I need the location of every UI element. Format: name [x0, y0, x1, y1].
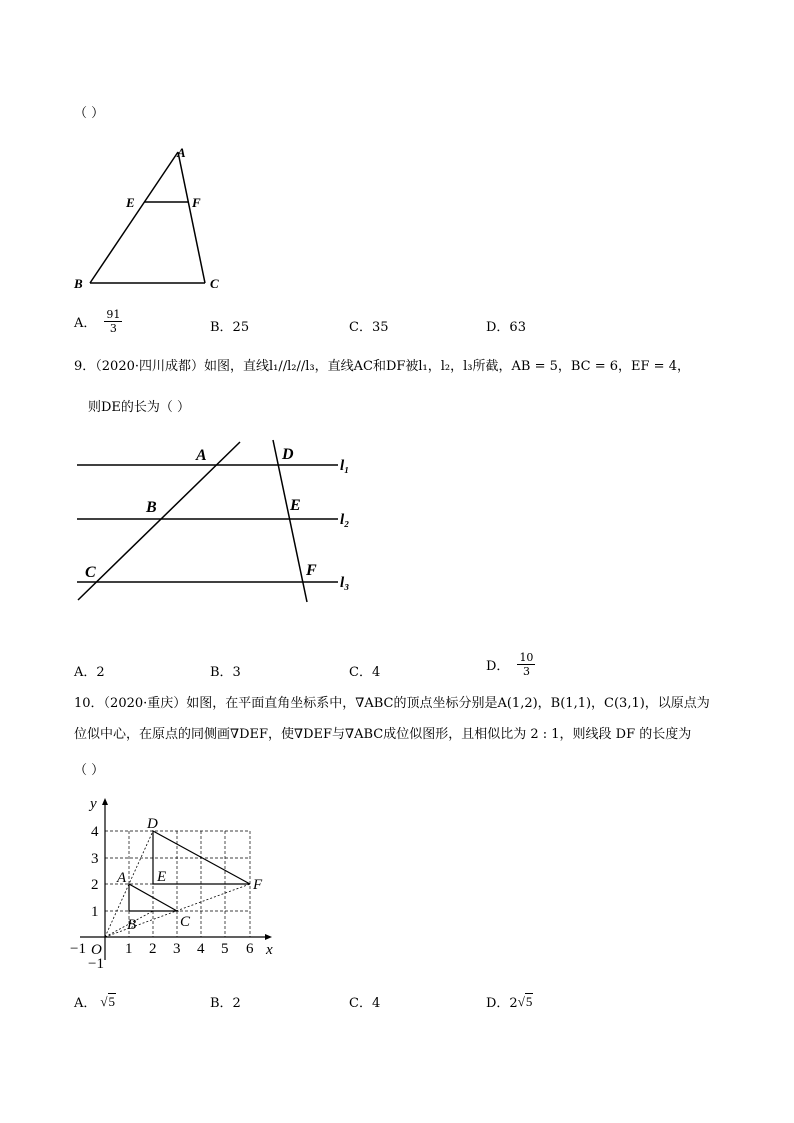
q8-label-e: E: [126, 195, 135, 210]
q10-origin-label: O: [91, 942, 102, 958]
q9-label-d: D: [282, 446, 294, 463]
q10-y-tick: 4: [91, 824, 99, 840]
q9-stem-line1: 9．（2020·四川成都）如图，直线l₁//l₂//l₃，直线AC和DF被l₁，l₂，l₃所截，AB = 5，BC = 6，EF = 4，: [74, 359, 690, 374]
q10-point-b: B: [127, 917, 137, 933]
q8-label-c: C: [210, 276, 219, 291]
q10-option-a[interactable]: [74, 992, 116, 1011]
q8-option-a-fraction: [104, 308, 122, 335]
q10-stem-line3: （ ）: [74, 763, 105, 778]
q10-y-tick: 2: [91, 877, 99, 893]
q10-y-axis-arrow: [102, 798, 108, 805]
q8-trapezoid-figure: [60, 140, 240, 300]
q8-option-b[interactable]: B．25: [210, 320, 250, 335]
q9-stem-line2: 则DE的长为（ ）: [88, 400, 191, 415]
q10-option-d-prefix: D．2: [486, 996, 518, 1011]
q9-label-a: A: [196, 447, 207, 464]
q10-y-tick: 1: [91, 904, 99, 920]
q10-triangle-def: [153, 831, 250, 884]
q9-option-c[interactable]: C．4: [349, 665, 381, 680]
q10-x-tick: 3: [173, 941, 181, 957]
q10-coordinate-graph: [60, 790, 300, 980]
q10-point-f: F: [253, 877, 263, 893]
q10-stem-line2: 位似中心，在原点的同侧画∇DEF，使∇DEF与∇ABC成位似图形，且相似比为 2 : 1，则线段 DF 的长度为: [74, 727, 692, 742]
q10-x-tick: 2: [149, 941, 157, 957]
q10-option-d[interactable]: [486, 992, 533, 1011]
q9-label-f: F: [306, 562, 317, 579]
q9-option-d-prefix: D．: [486, 659, 510, 674]
q9-parallel-lines-figure: [60, 430, 380, 610]
q8-label-b: B: [74, 276, 83, 291]
q10-x-tick: −1: [70, 941, 86, 957]
q10-y-tick: 3: [91, 851, 99, 867]
q10-option-d-radicand: 5: [525, 993, 533, 1009]
q8-option-a-prefix: A．: [74, 316, 97, 331]
q10-option-a-prefix: A．: [74, 996, 97, 1011]
q10-option-b[interactable]: B．2: [210, 996, 241, 1011]
q8-option-a[interactable]: [74, 308, 122, 335]
q10-point-e: E: [157, 869, 167, 885]
q10-option-d-sqrt: √5: [517, 993, 533, 1009]
q9-label-b: B: [146, 499, 157, 516]
q8-label-f: F: [192, 195, 201, 210]
q9-option-a[interactable]: A．2: [74, 665, 105, 680]
q8-option-c[interactable]: C．35: [349, 320, 389, 335]
q10-stem-line1: 10．（2020·重庆）如图，在平面直角坐标系中，∇ABC的顶点坐标分别是A(1,2)，B(1,1)，C(3,1)，以原点为: [74, 696, 710, 711]
q9-label-c: C: [85, 564, 96, 581]
q10-x-tick: 1: [125, 941, 133, 957]
q10-y-label: y: [90, 796, 97, 812]
q10-point-a: A: [117, 870, 127, 886]
q8-option-a-denominator: 3: [109, 322, 117, 335]
q8-option-d[interactable]: D．63: [486, 320, 526, 335]
q9-label-e: E: [290, 497, 301, 514]
q10-x-tick: 6: [246, 941, 254, 957]
q9-option-d-fraction: [517, 651, 535, 678]
q9-option-d-denominator: 3: [522, 665, 530, 678]
q10-x-axis-arrow: [265, 934, 272, 940]
q10-x-tick: 4: [197, 941, 205, 957]
q10-point-d: D: [147, 816, 158, 832]
q9-label-l2: l₂: [340, 512, 350, 528]
q10-option-c[interactable]: C．4: [349, 996, 381, 1011]
q8-option-a-numerator: 91: [106, 308, 121, 321]
q10-point-c: C: [180, 914, 191, 930]
q9-option-d-numerator: 10: [519, 651, 534, 664]
q8-label-a: A: [177, 145, 186, 160]
q10-option-a-radicand: 5: [108, 993, 116, 1009]
q9-label-l1: l₁: [340, 458, 350, 474]
q9-option-d[interactable]: [486, 651, 535, 678]
q10-y-tick: −1: [88, 956, 104, 972]
q9-option-b[interactable]: B．3: [210, 665, 241, 680]
q8-answer-bracket: （ ）: [74, 106, 105, 121]
q9-label-l3: l₃: [340, 575, 350, 591]
q10-x-tick: 5: [221, 941, 229, 957]
q10-option-a-sqrt: √5: [100, 993, 116, 1009]
q10-x-label: x: [266, 942, 273, 958]
